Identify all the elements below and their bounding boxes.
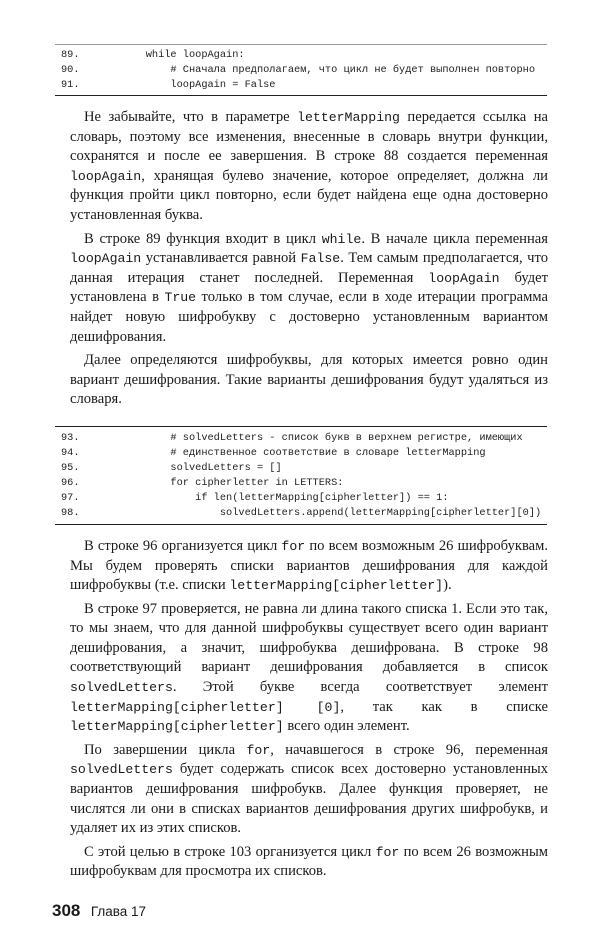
code-line — [55, 48, 547, 63]
code-line — [55, 506, 547, 521]
bottom-rule — [55, 95, 547, 96]
code-text: # solvedLetters - список букв в верхнем регистре, имеющих — [121, 431, 523, 444]
inline-code: letterMapping[cipherletter] — [229, 578, 444, 594]
paragraph — [70, 108, 548, 226]
text-run: . Этой букве всегда соответствует элемент — [172, 679, 548, 696]
text-run: В строке 89 функция входит в цикл — [84, 230, 322, 247]
code-listing-1 — [55, 44, 547, 96]
code-line — [55, 491, 547, 506]
text-run: по всем возможным 26 шифробуквам. Мы будем проверять списки вариантов дешифрования для каждой шифробуквы (т.е. списки — [70, 537, 549, 594]
line-number: 89. — [61, 49, 80, 61]
code-text: while loopAgain: — [121, 49, 245, 61]
code-text: solvedLetters.append(letterMapping[cipherletter][0]) — [121, 506, 542, 519]
text-section-1 — [70, 108, 548, 414]
inline-code: solvedLetters — [70, 762, 173, 778]
line-number: 91. — [61, 79, 80, 91]
page-footer — [52, 900, 548, 923]
text-run: В строке 97 проверяется, не равна ли длина такого списка 1. Если это так, то мы знаем, что для данной шифробуквы существует всего один вариант дешифрования, а значит, шифробуква дешифрована. В строке 98 соответствующий вариант дешифрования добавляется в список — [70, 600, 548, 676]
text-run: устанавливается равной — [141, 250, 301, 267]
inline-code: solvedLetters — [70, 680, 173, 696]
text-run: по всем 26 возможным шифробуквам для просмотра их списков. — [70, 843, 548, 880]
text-run: только в том случае, если в ходе итерации программа найдет новую шифробукву с достоверно установленным вариантом дешифрования. — [70, 289, 548, 345]
text-run: . Тем самым предполагается, что данная итерация станет последней. Переменная — [70, 250, 549, 286]
paragraph — [70, 843, 548, 882]
text-run: По завершении цикла — [84, 741, 247, 758]
code-text: # единственное соответствие в словаре letterMapping — [121, 446, 486, 459]
inline-code: for — [281, 538, 306, 554]
code-line — [55, 461, 547, 476]
inline-code: False — [300, 251, 341, 267]
inline-code: while — [321, 231, 362, 247]
inline-code: loopAgain — [70, 168, 142, 184]
inline-code: letterMapping[cipherletter] [0] — [70, 699, 341, 715]
paragraph — [70, 600, 548, 737]
top-rule — [55, 44, 547, 45]
inline-code: for — [375, 844, 400, 860]
inline-code: for — [246, 742, 271, 758]
code-text: # Сначала предполагаем, что цикл не будет выполнен повторно — [121, 64, 536, 76]
code-line — [55, 476, 547, 491]
text-run: , так как в списке — [340, 698, 548, 715]
paragraph — [70, 741, 548, 839]
code-line — [55, 446, 547, 461]
text-run: С этой целью в строке 103 организуется цикл — [84, 843, 376, 860]
text-run: В строке 96 организуется цикл — [84, 537, 282, 554]
code-text: solvedLetters = [] — [121, 461, 282, 474]
line-number: 90. — [61, 64, 80, 76]
text-run: всего один элемент. — [283, 718, 410, 735]
line-number: 95. — [61, 461, 80, 474]
text-run: ). — [443, 577, 452, 594]
text-run: Не забывайте, что в параметре — [84, 109, 298, 125]
line-number: 98. — [61, 506, 80, 519]
inline-code: loopAgain — [70, 251, 142, 267]
code-text: for cipherletter in LETTERS: — [121, 476, 344, 489]
line-number: 97. — [61, 491, 80, 504]
code-text: loopAgain = False — [121, 79, 276, 91]
page-number: 308 — [52, 901, 81, 920]
text-run: , хранящая булево значение, которое определяет, должна ли функция пройти цикл повторно, если будет найдена еще одна достоверно установленная буква. — [70, 167, 548, 223]
bottom-rule — [55, 524, 547, 525]
text-run: будет содержать список всех достоверно установленных вариантов дешифрования шифробукв. Далее функция проверяет, не числятся ли они в списках вариантов дешифрования других шифробукв, и удаляет их из этих списков. — [70, 761, 548, 837]
code-text: if len(letterMapping[cipherletter]) == 1: — [121, 491, 449, 504]
code-line — [55, 78, 547, 93]
paragraph — [70, 351, 548, 410]
text-run: . В начале цикла переменная — [361, 230, 548, 247]
line-number: 96. — [61, 476, 80, 489]
text-run: Далее определяются шифробуквы, для которых имеется ровно один вариант дешифрования. Такие варианты дешифрования будут удаляться из словаря. — [70, 352, 548, 408]
inline-code: True — [164, 290, 197, 306]
text-section-2 — [70, 537, 548, 886]
inline-code: letterMapping[cipherletter] — [70, 719, 284, 735]
code-line — [55, 431, 547, 446]
line-number: 94. — [61, 446, 80, 459]
paragraph — [70, 537, 548, 596]
text-run: будет установлена в — [70, 269, 548, 306]
paragraph — [70, 230, 548, 348]
inline-code: loopAgain — [428, 270, 500, 286]
text-run: передается ссылка на словарь, поэтому все изменения, внесенные в словарь внутри функции, сохранятся и после ее завершения. В строке 88 создается переменная — [70, 109, 548, 165]
code-listing-2 — [55, 426, 547, 525]
inline-code: letterMapping — [297, 110, 400, 125]
code-line — [55, 63, 547, 78]
chapter-label: Глава 17 — [90, 904, 147, 919]
line-number: 93. — [61, 431, 80, 444]
text-run: , начавшегося в строке 96, переменная — [270, 741, 548, 758]
top-rule — [55, 426, 547, 427]
